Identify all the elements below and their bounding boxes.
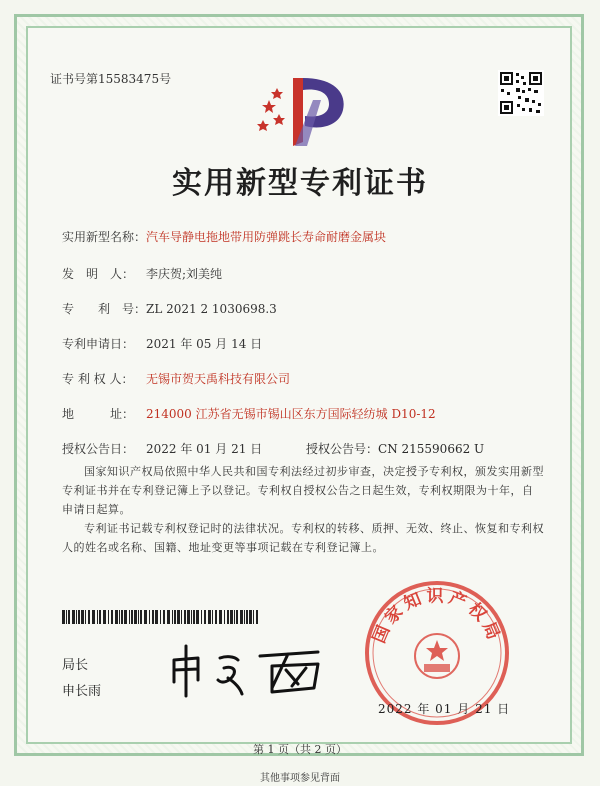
commissioner-title: 局长 — [62, 658, 89, 673]
seal-date: 2022 年 01 月 21 日 — [378, 702, 511, 716]
svg-text:国家知识产权局 — [369, 587, 504, 647]
grant-date-label: 授权公告日： — [62, 442, 135, 456]
patentee-label: 专 利 权 人： — [62, 372, 134, 386]
patent-number-row — [62, 300, 277, 317]
patentee-row — [62, 370, 290, 387]
cnipa-logo-icon — [255, 70, 355, 150]
inventor-row — [62, 265, 222, 282]
legal-status-paragraph: 专利证书记载专利权登记时的法律状况。专利权的转移、质押、无效、终止、恢复和专利权人的姓名或名称、国籍、地址变更等事项记载在专利登记簿上。 — [62, 522, 544, 554]
filing-date-label: 专利申请日： — [62, 337, 135, 351]
utility-name-row — [62, 228, 386, 245]
patentee-value: 无锡市贺天禹科技有限公司 — [146, 372, 291, 386]
grant-statement-paragraph: 国家知识产权局依照中华人民共和国专利法经过初步审查，决定授予专利权，颁发实用新型专利证书并在专利登记簿上予以登记。专利权自授权公告之日起生效，专利权期限为十年，自申请日起算。 — [62, 465, 544, 516]
certificate-title: 实用新型专利证书 — [172, 166, 428, 201]
page-number: 第 1 页（共 2 页） — [253, 743, 347, 756]
inventor-label: 发 明 人： — [62, 267, 135, 281]
grant-number-value: CN 215590662 U — [378, 442, 485, 456]
address-value: 214000 江苏省无锡市锡山区东方国际轻纺城 D10-12 — [146, 407, 436, 421]
inventor-value: 李庆贺;刘美纯 — [146, 267, 223, 281]
qr-code-icon — [498, 70, 544, 116]
grant-date-row — [62, 440, 262, 457]
grant-number-label: 授权公告号： — [306, 442, 379, 456]
filing-date-value: 2021 年 05 月 14 日 — [146, 337, 263, 351]
certificate-number: 证书号第15583475号 — [50, 72, 172, 86]
address-row — [62, 405, 436, 422]
utility-name-value: 汽车导静电拖地带用防弹跳长寿命耐磨金属块 — [146, 230, 387, 244]
grant-date-value: 2022 年 01 月 21 日 — [146, 442, 263, 456]
patent-number-value: ZL 2021 2 1030698.3 — [146, 302, 277, 316]
address-label: 地 址： — [62, 407, 135, 421]
commissioner-name: 申长雨 — [62, 684, 102, 699]
seal-text: 国家知识产权局 — [369, 586, 505, 647]
grant-number-row — [306, 440, 484, 457]
handwritten-signature-icon — [168, 638, 328, 702]
utility-name-label: 实用新型名称： — [62, 230, 147, 244]
barcode-icon — [62, 610, 262, 624]
patent-number-label: 专 利 号： — [62, 302, 147, 316]
footer-note: 其他事项参见背面 — [260, 773, 340, 784]
filing-date-row — [62, 335, 262, 352]
